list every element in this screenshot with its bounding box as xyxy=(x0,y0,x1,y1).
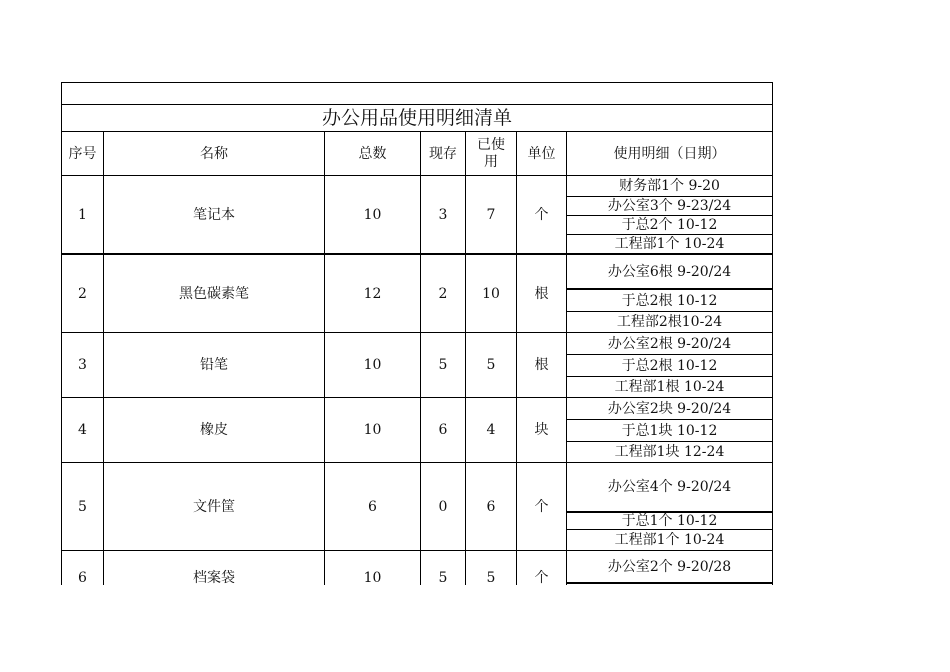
row-6-no: 6 xyxy=(78,570,87,585)
row-2-unit: 根 xyxy=(534,285,549,302)
row-2-detail-2: 于总2根 10-12 xyxy=(621,292,718,309)
row-4-total: 10 xyxy=(363,422,382,438)
row-2-no: 2 xyxy=(78,285,87,302)
row-3-detail-1: 办公室2根 9-20/24 xyxy=(607,335,732,352)
row-5-unit: 个 xyxy=(534,498,549,515)
row-1-name: 笔记本 xyxy=(193,206,235,223)
row-5-detail-2: 于总1个 10-12 xyxy=(621,513,718,529)
row-1-detail-2: 办公室3个 9-23/24 xyxy=(607,198,732,214)
header-used: 已使用 xyxy=(477,136,505,170)
row-1-detail-1: 财务部1个 9-20 xyxy=(619,178,720,194)
row-5-stock: 0 xyxy=(438,498,448,515)
detail-divider xyxy=(566,582,773,584)
row-2-used: 10 xyxy=(482,285,500,302)
row-3-stock: 5 xyxy=(438,357,448,373)
row-2-total: 12 xyxy=(363,285,382,302)
row-1-detail-3: 于总2个 10-12 xyxy=(621,217,718,233)
row-6-total: 10 xyxy=(363,570,382,585)
row-3-unit: 根 xyxy=(534,357,549,373)
row-5-used: 6 xyxy=(486,498,496,515)
header-name: 名称 xyxy=(200,145,228,162)
row-4-no: 4 xyxy=(78,422,87,438)
row-3-used: 5 xyxy=(486,357,496,373)
row-2-stock: 2 xyxy=(438,285,448,302)
row-3-total: 10 xyxy=(363,357,382,373)
row-4-detail-2: 于总1块 10-12 xyxy=(621,422,718,439)
row-1-stock: 3 xyxy=(438,206,448,223)
row-2-name: 黑色碳素笔 xyxy=(179,285,249,302)
row-6-detail-1: 办公室2个 9-20/28 xyxy=(607,558,732,575)
row-4-stock: 6 xyxy=(438,422,448,438)
row-6-unit: 个 xyxy=(534,570,549,585)
row-1-detail-4: 工程部1个 10-24 xyxy=(614,236,725,252)
row-2-detail-3: 工程部2根10-24 xyxy=(616,314,723,330)
row-6-used: 5 xyxy=(486,570,496,585)
header-total: 总数 xyxy=(358,145,387,162)
row-1-unit: 个 xyxy=(534,206,549,223)
table-top-border xyxy=(61,82,773,83)
row-1-used: 7 xyxy=(486,206,496,223)
row-3-no: 3 xyxy=(78,357,87,373)
table-title: 办公用品使用明细清单 xyxy=(321,107,512,129)
row-1-no: 1 xyxy=(78,206,87,223)
row-6-stock: 5 xyxy=(438,570,448,585)
header-stock: 现存 xyxy=(429,145,457,162)
header-detail: 使用明细（日期） xyxy=(613,145,726,162)
table-right-border xyxy=(772,82,773,585)
row-4-detail-3: 工程部1块 12-24 xyxy=(614,444,725,460)
row-5-name: 文件筐 xyxy=(193,498,235,515)
row-5-detail-1: 办公室4个 9-20/24 xyxy=(607,479,732,495)
header-no: 序号 xyxy=(68,145,97,162)
row-4-used: 4 xyxy=(486,422,496,438)
row-1-total: 10 xyxy=(363,206,382,223)
row-3-detail-2: 于总2根 10-12 xyxy=(621,357,718,374)
row-5-total: 6 xyxy=(368,498,377,515)
row-5-detail-3: 工程部1个 10-24 xyxy=(614,532,725,548)
row-3-name: 铅笔 xyxy=(200,357,228,373)
row-4-detail-1: 办公室2块 9-20/24 xyxy=(607,400,732,417)
row-5-no: 5 xyxy=(78,498,87,515)
row-6-name: 档案袋 xyxy=(193,570,235,585)
row-2-detail-1: 办公室6根 9-20/24 xyxy=(607,263,732,280)
row-3-detail-3: 工程部1根 10-24 xyxy=(614,379,725,395)
row-4-name: 橡皮 xyxy=(200,422,228,438)
header-unit: 单位 xyxy=(527,145,556,162)
row-4-unit: 块 xyxy=(534,422,549,438)
